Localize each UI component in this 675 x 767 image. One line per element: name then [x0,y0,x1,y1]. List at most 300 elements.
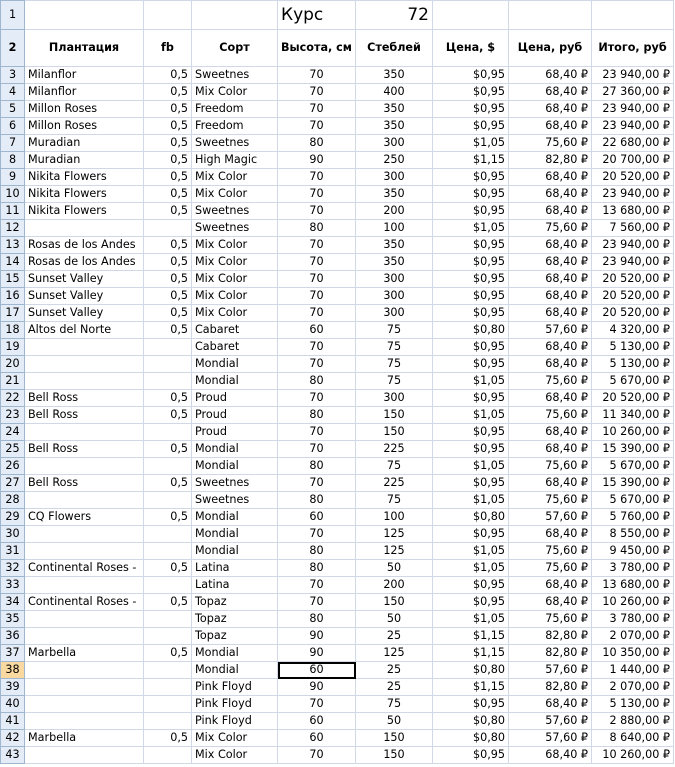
plantation-cell[interactable] [25,492,144,509]
height-cell[interactable]: 70 [278,577,356,594]
height-cell[interactable]: 70 [278,169,356,186]
plantation-cell[interactable]: Continental Roses - [25,594,144,611]
column-header-total-rub[interactable]: Итого, руб [592,30,674,67]
variety-cell[interactable]: Cabaret [192,322,278,339]
height-cell[interactable]: 90 [278,679,356,696]
price-usd-cell[interactable]: $0,80 [433,322,509,339]
variety-cell[interactable]: Latina [192,560,278,577]
total-cell[interactable]: 8 640,00 ₽ [592,730,674,747]
price-rub-cell[interactable]: 68,40 ₽ [509,118,592,135]
price-rub-cell[interactable]: 68,40 ₽ [509,101,592,118]
total-cell[interactable]: 10 260,00 ₽ [592,747,674,764]
fb-cell[interactable]: 0,5 [144,67,192,84]
row-header[interactable]: 6 [1,118,25,135]
height-cell[interactable]: 70 [278,526,356,543]
stems-cell[interactable]: 300 [356,271,433,288]
row-header[interactable]: 20 [1,356,25,373]
stems-cell[interactable]: 150 [356,424,433,441]
variety-cell[interactable]: Sweetnes [192,67,278,84]
fb-cell[interactable] [144,747,192,764]
price-rub-cell[interactable]: 68,40 ₽ [509,339,592,356]
variety-cell[interactable]: Proud [192,390,278,407]
plantation-cell[interactable]: Millon Roses [25,101,144,118]
price-rub-cell[interactable]: 82,80 ₽ [509,152,592,169]
plantation-cell[interactable]: Nikita Flowers [25,169,144,186]
plantation-cell[interactable]: Rosas de los Andes [25,254,144,271]
variety-cell[interactable]: Mix Color [192,288,278,305]
fb-cell[interactable] [144,679,192,696]
price-rub-cell[interactable]: 68,40 ₽ [509,594,592,611]
stems-cell[interactable]: 25 [356,662,433,679]
variety-cell[interactable]: Sweetnes [192,135,278,152]
price-rub-cell[interactable]: 68,40 ₽ [509,356,592,373]
fb-cell[interactable] [144,373,192,390]
variety-cell[interactable]: Pink Floyd [192,713,278,730]
plantation-cell[interactable]: Muradian [25,152,144,169]
price-rub-cell[interactable]: 75,60 ₽ [509,135,592,152]
fb-cell[interactable] [144,713,192,730]
stems-cell[interactable]: 25 [356,679,433,696]
cell[interactable] [25,1,144,30]
total-cell[interactable]: 20 520,00 ₽ [592,305,674,322]
total-cell[interactable]: 22 680,00 ₽ [592,135,674,152]
stems-cell[interactable]: 300 [356,288,433,305]
total-cell[interactable]: 2 070,00 ₽ [592,679,674,696]
stems-cell[interactable]: 150 [356,730,433,747]
total-cell[interactable]: 5 670,00 ₽ [592,373,674,390]
total-cell[interactable]: 5 130,00 ₽ [592,696,674,713]
total-cell[interactable]: 15 390,00 ₽ [592,475,674,492]
fb-cell[interactable] [144,220,192,237]
total-cell[interactable]: 15 390,00 ₽ [592,441,674,458]
fb-cell[interactable] [144,696,192,713]
variety-cell[interactable]: Mondial [192,458,278,475]
fb-cell[interactable]: 0,5 [144,730,192,747]
height-cell[interactable]: 90 [278,152,356,169]
stems-cell[interactable]: 300 [356,135,433,152]
stems-cell[interactable]: 75 [356,373,433,390]
column-header-plantation[interactable]: Плантация [25,30,144,67]
row-header[interactable]: 12 [1,220,25,237]
row-header[interactable]: 30 [1,526,25,543]
fb-cell[interactable]: 0,5 [144,135,192,152]
plantation-cell[interactable] [25,424,144,441]
row-header[interactable]: 37 [1,645,25,662]
plantation-cell[interactable]: Milanflor [25,84,144,101]
fb-cell[interactable] [144,492,192,509]
plantation-cell[interactable]: Rosas de los Andes [25,237,144,254]
row-header[interactable]: 28 [1,492,25,509]
stems-cell[interactable]: 75 [356,696,433,713]
fb-cell[interactable]: 0,5 [144,101,192,118]
price-usd-cell[interactable]: $0,95 [433,696,509,713]
height-cell[interactable]: 80 [278,220,356,237]
price-rub-cell[interactable]: 75,60 ₽ [509,492,592,509]
plantation-cell[interactable]: Bell Ross [25,441,144,458]
price-rub-cell[interactable]: 68,40 ₽ [509,475,592,492]
stems-cell[interactable]: 200 [356,203,433,220]
total-cell[interactable]: 5 130,00 ₽ [592,339,674,356]
total-cell[interactable]: 1 440,00 ₽ [592,662,674,679]
price-rub-cell[interactable]: 57,60 ₽ [509,713,592,730]
variety-cell[interactable]: Pink Floyd [192,679,278,696]
row-header[interactable]: 32 [1,560,25,577]
plantation-cell[interactable] [25,458,144,475]
total-cell[interactable]: 20 520,00 ₽ [592,390,674,407]
fb-cell[interactable] [144,611,192,628]
variety-cell[interactable]: Mix Color [192,730,278,747]
total-cell[interactable]: 5 130,00 ₽ [592,356,674,373]
cell[interactable] [144,1,192,30]
stems-cell[interactable]: 50 [356,713,433,730]
row-header[interactable]: 11 [1,203,25,220]
stems-cell[interactable]: 75 [356,339,433,356]
cell[interactable] [433,1,509,30]
price-usd-cell[interactable]: $1,05 [433,560,509,577]
price-usd-cell[interactable]: $1,05 [433,611,509,628]
plantation-cell[interactable] [25,543,144,560]
column-header-price-usd[interactable]: Цена, $ [433,30,509,67]
variety-cell[interactable]: Sweetnes [192,492,278,509]
row-header[interactable]: 8 [1,152,25,169]
price-usd-cell[interactable]: $0,95 [433,339,509,356]
row-header[interactable]: 14 [1,254,25,271]
price-rub-cell[interactable]: 82,80 ₽ [509,645,592,662]
total-cell[interactable]: 23 940,00 ₽ [592,254,674,271]
stems-cell[interactable]: 75 [356,492,433,509]
variety-cell[interactable]: Pink Floyd [192,696,278,713]
total-cell[interactable]: 20 700,00 ₽ [592,152,674,169]
price-rub-cell[interactable]: 68,40 ₽ [509,169,592,186]
row-header[interactable]: 40 [1,696,25,713]
price-usd-cell[interactable]: $0,95 [433,118,509,135]
stems-cell[interactable]: 350 [356,67,433,84]
height-cell[interactable]: 70 [278,390,356,407]
plantation-cell[interactable]: Muradian [25,135,144,152]
height-cell[interactable]: 80 [278,611,356,628]
price-usd-cell[interactable]: $0,95 [433,305,509,322]
fb-cell[interactable]: 0,5 [144,237,192,254]
height-cell[interactable]: 80 [278,492,356,509]
total-cell[interactable]: 10 260,00 ₽ [592,424,674,441]
row-header[interactable]: 36 [1,628,25,645]
column-header-height[interactable]: Высота, см [278,30,356,67]
height-cell[interactable]: 60 [278,730,356,747]
plantation-cell[interactable]: Millon Roses [25,118,144,135]
height-cell[interactable]: 70 [278,475,356,492]
stems-cell[interactable]: 125 [356,543,433,560]
row-header[interactable]: 13 [1,237,25,254]
fb-cell[interactable]: 0,5 [144,645,192,662]
fb-cell[interactable]: 0,5 [144,594,192,611]
cell[interactable] [509,1,592,30]
column-header-fb[interactable]: fb [144,30,192,67]
variety-cell[interactable]: Sweetnes [192,475,278,492]
height-cell[interactable]: 60 [278,322,356,339]
variety-cell[interactable]: Mondial [192,509,278,526]
plantation-cell[interactable]: Continental Roses - [25,560,144,577]
row-header[interactable]: 42 [1,730,25,747]
stems-cell[interactable]: 350 [356,186,433,203]
total-cell[interactable]: 4 320,00 ₽ [592,322,674,339]
stems-cell[interactable]: 225 [356,441,433,458]
fb-cell[interactable]: 0,5 [144,152,192,169]
total-cell[interactable]: 13 680,00 ₽ [592,577,674,594]
price-rub-cell[interactable]: 82,80 ₽ [509,679,592,696]
price-usd-cell[interactable]: $0,95 [433,254,509,271]
height-cell[interactable]: 60 [278,713,356,730]
rate-label-cell[interactable]: Курс [278,1,356,30]
plantation-cell[interactable] [25,628,144,645]
variety-cell[interactable]: Mondial [192,373,278,390]
total-cell[interactable]: 8 550,00 ₽ [592,526,674,543]
row-header[interactable]: 18 [1,322,25,339]
price-usd-cell[interactable]: $1,05 [433,373,509,390]
plantation-cell[interactable] [25,747,144,764]
row-header[interactable]: 19 [1,339,25,356]
plantation-cell[interactable] [25,662,144,679]
height-cell[interactable]: 70 [278,594,356,611]
total-cell[interactable]: 2 070,00 ₽ [592,628,674,645]
total-cell[interactable]: 27 360,00 ₽ [592,84,674,101]
stems-cell[interactable]: 125 [356,526,433,543]
price-usd-cell[interactable]: $0,95 [433,747,509,764]
stems-cell[interactable]: 75 [356,458,433,475]
price-usd-cell[interactable]: $0,95 [433,475,509,492]
height-cell[interactable]: 70 [278,441,356,458]
price-usd-cell[interactable]: $0,80 [433,662,509,679]
stems-cell[interactable]: 225 [356,475,433,492]
total-cell[interactable]: 5 670,00 ₽ [592,458,674,475]
plantation-cell[interactable]: Nikita Flowers [25,186,144,203]
height-cell[interactable]: 90 [278,645,356,662]
price-rub-cell[interactable]: 75,60 ₽ [509,560,592,577]
total-cell[interactable]: 23 940,00 ₽ [592,118,674,135]
price-rub-cell[interactable]: 57,60 ₽ [509,509,592,526]
fb-cell[interactable] [144,339,192,356]
variety-cell[interactable]: Proud [192,424,278,441]
total-cell[interactable]: 10 260,00 ₽ [592,594,674,611]
price-rub-cell[interactable]: 68,40 ₽ [509,84,592,101]
fb-cell[interactable]: 0,5 [144,254,192,271]
variety-cell[interactable]: Mix Color [192,84,278,101]
plantation-cell[interactable]: Sunset Valley [25,288,144,305]
height-cell[interactable]: 80 [278,407,356,424]
plantation-cell[interactable]: Sunset Valley [25,271,144,288]
price-usd-cell[interactable]: $1,05 [433,220,509,237]
total-cell[interactable]: 23 940,00 ₽ [592,67,674,84]
price-rub-cell[interactable]: 68,40 ₽ [509,67,592,84]
fb-cell[interactable] [144,424,192,441]
fb-cell[interactable]: 0,5 [144,305,192,322]
stems-cell[interactable]: 150 [356,594,433,611]
price-usd-cell[interactable]: $0,95 [433,169,509,186]
price-rub-cell[interactable]: 75,60 ₽ [509,543,592,560]
fb-cell[interactable]: 0,5 [144,407,192,424]
fb-cell[interactable]: 0,5 [144,84,192,101]
price-rub-cell[interactable]: 75,60 ₽ [509,373,592,390]
rate-value-cell[interactable]: 72 [356,1,433,30]
price-rub-cell[interactable]: 68,40 ₽ [509,305,592,322]
variety-cell[interactable]: Sweetnes [192,203,278,220]
price-usd-cell[interactable]: $0,95 [433,237,509,254]
height-cell[interactable]: 80 [278,135,356,152]
fb-cell[interactable]: 0,5 [144,271,192,288]
height-cell[interactable]: 70 [278,84,356,101]
height-cell[interactable]: 70 [278,203,356,220]
stems-cell[interactable]: 25 [356,628,433,645]
price-rub-cell[interactable]: 68,40 ₽ [509,526,592,543]
variety-cell[interactable]: High Magic [192,152,278,169]
fb-cell[interactable] [144,662,192,679]
fb-cell[interactable] [144,356,192,373]
price-rub-cell[interactable]: 68,40 ₽ [509,254,592,271]
height-cell[interactable]: 70 [278,67,356,84]
height-cell[interactable]: 70 [278,696,356,713]
row-header[interactable]: 26 [1,458,25,475]
variety-cell[interactable]: Latina [192,577,278,594]
row-header[interactable]: 25 [1,441,25,458]
price-rub-cell[interactable]: 68,40 ₽ [509,747,592,764]
row-header[interactable]: 29 [1,509,25,526]
plantation-cell[interactable]: Bell Ross [25,390,144,407]
fb-cell[interactable]: 0,5 [144,475,192,492]
plantation-cell[interactable]: Altos del Norte [25,322,144,339]
total-cell[interactable]: 9 450,00 ₽ [592,543,674,560]
height-cell[interactable]: 80 [278,560,356,577]
variety-cell[interactable]: Mondial [192,356,278,373]
stems-cell[interactable]: 250 [356,152,433,169]
price-rub-cell[interactable]: 68,40 ₽ [509,577,592,594]
price-usd-cell[interactable]: $0,95 [433,271,509,288]
price-usd-cell[interactable]: $0,95 [433,203,509,220]
price-usd-cell[interactable]: $0,95 [433,424,509,441]
total-cell[interactable]: 5 670,00 ₽ [592,492,674,509]
plantation-cell[interactable] [25,339,144,356]
price-usd-cell[interactable]: $0,95 [433,101,509,118]
cell[interactable] [192,1,278,30]
variety-cell[interactable]: Proud [192,407,278,424]
total-cell[interactable]: 11 340,00 ₽ [592,407,674,424]
price-rub-cell[interactable]: 75,60 ₽ [509,458,592,475]
stems-cell[interactable]: 350 [356,118,433,135]
row-header[interactable]: 2 [1,30,25,67]
fb-cell[interactable]: 0,5 [144,560,192,577]
price-usd-cell[interactable]: $0,95 [433,594,509,611]
total-cell[interactable]: 20 520,00 ₽ [592,288,674,305]
total-cell[interactable]: 23 940,00 ₽ [592,237,674,254]
variety-cell[interactable]: Mix Color [192,305,278,322]
height-cell[interactable]: 70 [278,288,356,305]
plantation-cell[interactable] [25,526,144,543]
total-cell[interactable]: 7 560,00 ₽ [592,220,674,237]
price-usd-cell[interactable]: $1,05 [433,407,509,424]
cell[interactable] [592,1,674,30]
height-cell[interactable]: 70 [278,254,356,271]
price-rub-cell[interactable]: 68,40 ₽ [509,186,592,203]
variety-cell[interactable]: Sweetnes [192,220,278,237]
price-usd-cell[interactable]: $0,95 [433,526,509,543]
price-usd-cell[interactable]: $0,95 [433,390,509,407]
price-usd-cell[interactable]: $1,05 [433,543,509,560]
stems-cell[interactable]: 75 [356,322,433,339]
row-header[interactable]: 31 [1,543,25,560]
total-cell[interactable]: 20 520,00 ₽ [592,169,674,186]
row-header[interactable]: 17 [1,305,25,322]
height-cell[interactable]: 70 [278,237,356,254]
price-rub-cell[interactable]: 57,60 ₽ [509,322,592,339]
row-header[interactable]: 43 [1,747,25,764]
row-header[interactable]: 39 [1,679,25,696]
fb-cell[interactable] [144,577,192,594]
price-rub-cell[interactable]: 75,60 ₽ [509,220,592,237]
price-rub-cell[interactable]: 68,40 ₽ [509,237,592,254]
price-usd-cell[interactable]: $1,15 [433,679,509,696]
height-cell[interactable]: 70 [278,101,356,118]
plantation-cell[interactable] [25,696,144,713]
plantation-cell[interactable] [25,220,144,237]
fb-cell[interactable] [144,628,192,645]
plantation-cell[interactable] [25,373,144,390]
price-rub-cell[interactable]: 68,40 ₽ [509,271,592,288]
plantation-cell[interactable]: Marbella [25,645,144,662]
price-rub-cell[interactable]: 68,40 ₽ [509,203,592,220]
total-cell[interactable]: 3 780,00 ₽ [592,560,674,577]
height-cell[interactable]: 60 [278,509,356,526]
plantation-cell[interactable] [25,611,144,628]
price-usd-cell[interactable]: $0,95 [433,186,509,203]
variety-cell[interactable]: Mondial [192,441,278,458]
fb-cell[interactable]: 0,5 [144,169,192,186]
height-cell[interactable]: 70 [278,118,356,135]
total-cell[interactable]: 13 680,00 ₽ [592,203,674,220]
row-header[interactable]: 1 [1,1,25,30]
row-header[interactable]: 35 [1,611,25,628]
price-rub-cell[interactable]: 57,60 ₽ [509,662,592,679]
fb-cell[interactable]: 0,5 [144,322,192,339]
row-header[interactable]: 3 [1,67,25,84]
height-cell[interactable]: 70 [278,339,356,356]
price-rub-cell[interactable]: 68,40 ₽ [509,696,592,713]
price-usd-cell[interactable]: $1,15 [433,645,509,662]
price-usd-cell[interactable]: $0,80 [433,713,509,730]
row-header[interactable]: 24 [1,424,25,441]
plantation-cell[interactable]: Bell Ross [25,407,144,424]
plantation-cell[interactable]: Marbella [25,730,144,747]
stems-cell[interactable]: 100 [356,509,433,526]
row-header[interactable]: 9 [1,169,25,186]
stems-cell[interactable]: 150 [356,747,433,764]
variety-cell[interactable]: Topaz [192,628,278,645]
height-cell[interactable]: 70 [278,424,356,441]
row-header[interactable]: 41 [1,713,25,730]
variety-cell[interactable]: Mix Color [192,271,278,288]
price-rub-cell[interactable]: 68,40 ₽ [509,424,592,441]
total-cell[interactable]: 2 880,00 ₽ [592,713,674,730]
price-rub-cell[interactable]: 68,40 ₽ [509,288,592,305]
fb-cell[interactable]: 0,5 [144,390,192,407]
row-header[interactable]: 34 [1,594,25,611]
height-cell[interactable]: 60 [278,662,356,679]
stems-cell[interactable]: 300 [356,169,433,186]
stems-cell[interactable]: 125 [356,645,433,662]
height-cell[interactable]: 90 [278,628,356,645]
fb-cell[interactable]: 0,5 [144,186,192,203]
price-usd-cell[interactable]: $0,80 [433,730,509,747]
price-usd-cell[interactable]: $0,95 [433,356,509,373]
total-cell[interactable]: 23 940,00 ₽ [592,101,674,118]
fb-cell[interactable]: 0,5 [144,203,192,220]
